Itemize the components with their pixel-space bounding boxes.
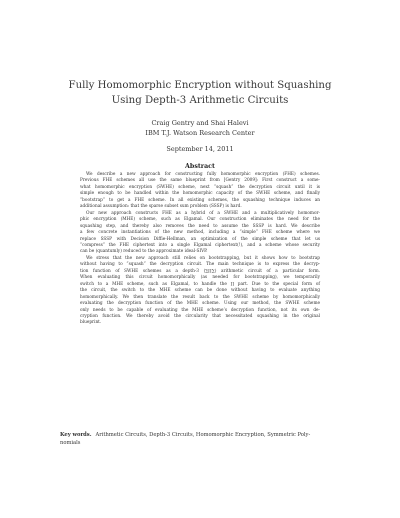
text-line: tion function of SWHE schemes as a depth-3 (∑∏∑) arithmetic circuit of a particular form. — [80, 268, 320, 274]
text-line: evaluating the decryption function of the MHE scheme. Using our method, the SWHE scheme — [80, 301, 320, 307]
text-line: Our new approach constructs FHE as a hybrid of a SWHE and a multiplicatively homomor- — [86, 210, 320, 216]
text-line: the circuit, the switch to the MHE scheme can be done without having to evaluate anything — [80, 288, 320, 294]
author-affiliation: IBM T.J. Watson Research Center — [145, 128, 255, 137]
text-line: Previous FHE schemes all use the same blueprint from [Gentry 2009]: First construct a some- — [80, 178, 320, 184]
keywords-line-1 — [60, 432, 340, 440]
text-line: We stress that the new approach still relies on bootstrapping, but it shows how to bootstrap — [86, 255, 320, 261]
text-line: additional assumption: that the sparse subset sum problem (SSSP) is hard. — [80, 204, 242, 210]
text-line: what homomorphic encryption (SWHE) scheme, next “squash” the decryption circuit until it is — [80, 184, 320, 190]
keywords-block — [60, 432, 340, 447]
text-line: When evaluating this circuit homomorphically (as needed for bootstrapping), we temporarily — [80, 275, 320, 281]
abstract-heading: Abstract — [185, 163, 215, 170]
text-line: switch to a MHE scheme, such as Elgamal, to handle the ∏ part. Due to the special form of — [80, 281, 320, 287]
text-line: phic encryption (MHE) scheme, such as Elgamal. Our construction eliminates the need for the — [80, 217, 320, 223]
text-line: without having to “squash” the decryption circuit. The main technique is to express the decryp- — [80, 262, 320, 268]
text-line: only needs to be capable of evaluating the MHE scheme’s decryption function, not its own de- — [80, 307, 320, 313]
title-line-2: Using Depth-3 Arithmetic Circuits — [111, 95, 289, 106]
text-line: replace SSSP with Decision Diffie-Hellman, an optimization of the simple scheme that let us — [80, 236, 320, 242]
text-line: homomorphically. We then translate the result back to the SWHE scheme by homomorphically — [80, 294, 320, 300]
keywords-label: Key words. — [60, 432, 92, 438]
author-names: Craig Gentry and Shai Halevi — [151, 119, 249, 127]
paper-date: September 14, 2011 — [166, 145, 234, 153]
abstract-paragraph-2 — [80, 211, 320, 256]
text-line: a few concrete instantiations of the new method, including a “simple” FHE scheme where we — [80, 230, 320, 236]
title-line-1: Fully Homomorphic Encryption without Squashing — [68, 80, 332, 91]
text-line: blueprint. — [80, 320, 102, 326]
abstract-body — [80, 172, 320, 327]
abstract-paragraph-1 — [80, 172, 320, 211]
keywords-text: Arithmetic Circuits, Depth-3 Circuits, Homomorphic Encryption, Symmetric Poly- — [95, 432, 311, 438]
text-line: can be (quantumly) reduced to the approximate ideal-SIVP. — [80, 249, 208, 255]
text-line: “compress” the FHE ciphertext into a single Elgamal ciphertext(!), and a scheme whose security — [80, 242, 320, 248]
text-line: simple enough to be handled within the homomorphic capacity of the SWHE scheme, and finally — [80, 191, 320, 197]
text-line: “bootstrap” to get a FHE scheme. In all existing schemes, the squashing technique induces an — [80, 197, 320, 203]
paper-title — [60, 78, 340, 108]
abstract-paragraph-3 — [80, 256, 320, 327]
text-line: squashing step, and thereby also removes the need to assume the SSSP is hard. We describe — [80, 223, 320, 229]
text-line: cryption function. We thereby avoid the circularity that necessitated squashing in the original — [80, 313, 320, 319]
keywords-line-2: nomials — [60, 439, 81, 446]
text-line: We describe a new approach for constructing fully homomorphic encryption (FHE) schemes. — [86, 172, 320, 177]
author-block — [80, 119, 320, 138]
